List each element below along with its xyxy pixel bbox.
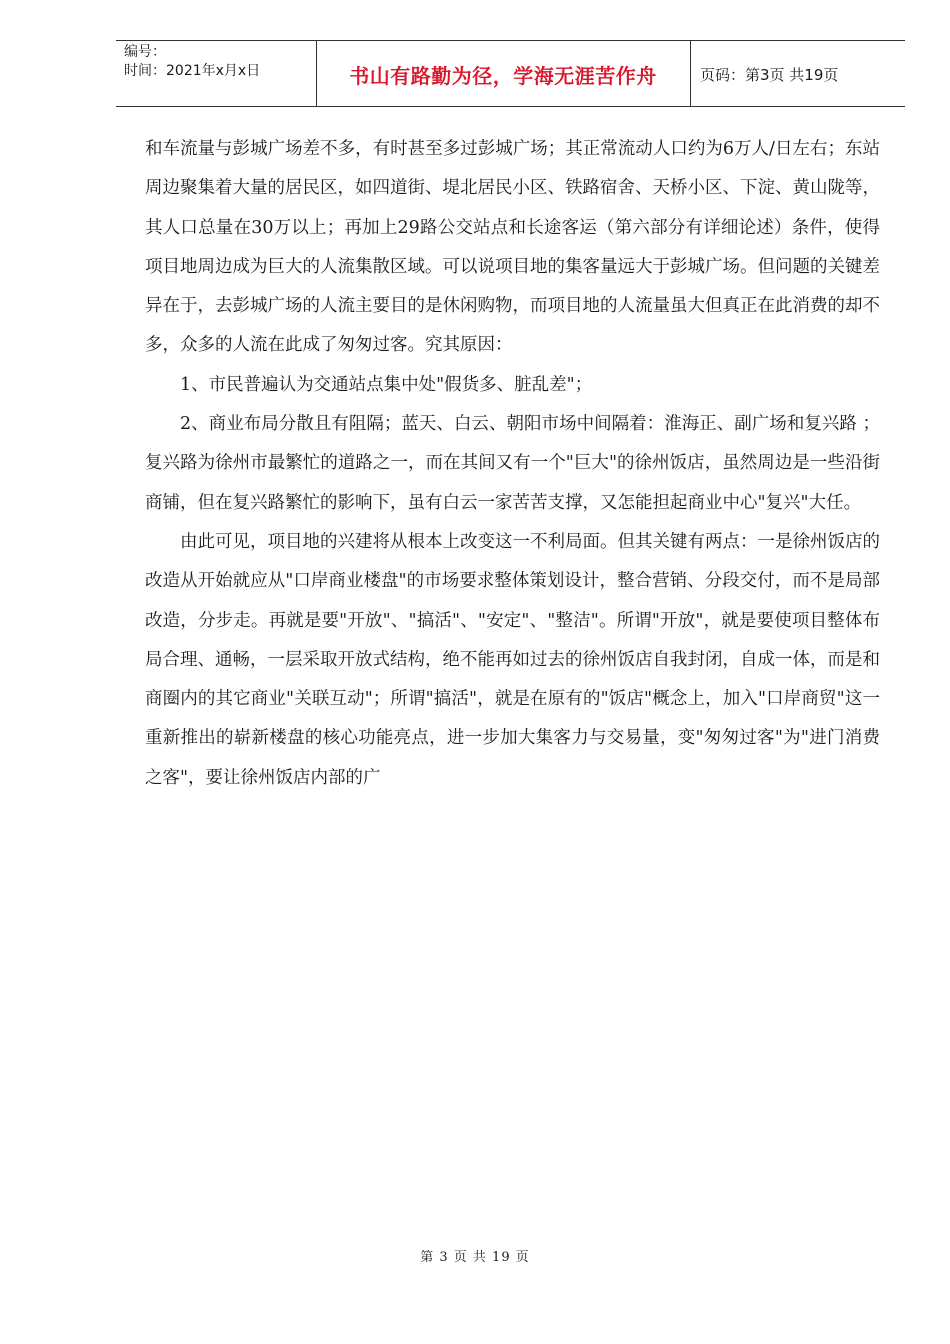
page-footer: 第 3 页 共 19 页 [420, 1250, 530, 1265]
document-header [116, 40, 905, 107]
time-label: 时间：2021年x月x日 [124, 63, 261, 79]
paragraph: 2、商业布局分散且有阻隔；蓝天、白云、朝阳市场中间隔着：淮海正、副广场和复兴路 ；复兴路为徐州市最繁忙的道路之一，而在其间又有一个"巨大"的徐州饭店，虽然周边是一些沿街商铺，但在复兴路繁忙的影响下，虽有白云一家苦苦支撑，又怎能担起商业中心"复兴"大任。 [145, 414, 880, 513]
paragraph: 1、市民普遍认为交通站点集中处"假货多、脏乱差"； [180, 374, 593, 395]
header-meta [124, 43, 260, 81]
paragraph: 由此可见，项目地的兴建将从根本上改变这一不利局面。但其关键有两点：一是徐州饭店的改造从开始就应从"口岸商业楼盘"的市场要求整体策划设计，整合营销、分段交付，而不是局部改造，分步走。再就是要"开放"、"搞活"、"安定"、"整洁"。所谓"开放"，就是要使项目整体布局合理、通畅，一层采取开放式结构，绝不能再如过去的徐州饭店自我封闭，自成一体，而是和商圈内的其它商业"关联互动"；所谓"搞活"，就是在原有的"饭店"概念上，加入"口岸商贸"这一重新推出的崭新楼盘的核心功能亮点，进一步加大集客力与交易量，变"匆匆过客"为"进门消费之客"，要让徐州饭店内部的广 [145, 531, 880, 788]
document-body [145, 130, 880, 798]
header-page-info: 页码：第3页 共19页 [700, 66, 839, 84]
serial-label: 编号： [124, 44, 166, 60]
header-motto: 书山有路勤为径，学海无涯苦作舟 [349, 64, 657, 88]
paragraph: 和车流量与彭城广场差不多，有时甚至多过彭城广场；其正常流动人口约为6万人/日左右；东站周边聚集着大量的居民区，如四道街、堤北居民小区、铁路宿舍、天桥小区、下淀、黄山陇等，其人口总量在30万以上；再加上29路公交站点和长途客运（第六部分有详细论述）条件，使得项目地周边成为巨大的人流集散区域。可以说项目地的集客量远大于彭城广场。但问题的关键差异在于，去彭城广场的人流主要目的是休闲购物，而项目地的人流量虽大但真正在此消费的却不多，众多的人流在此成了匆匆过客。究其原因： [145, 139, 880, 356]
